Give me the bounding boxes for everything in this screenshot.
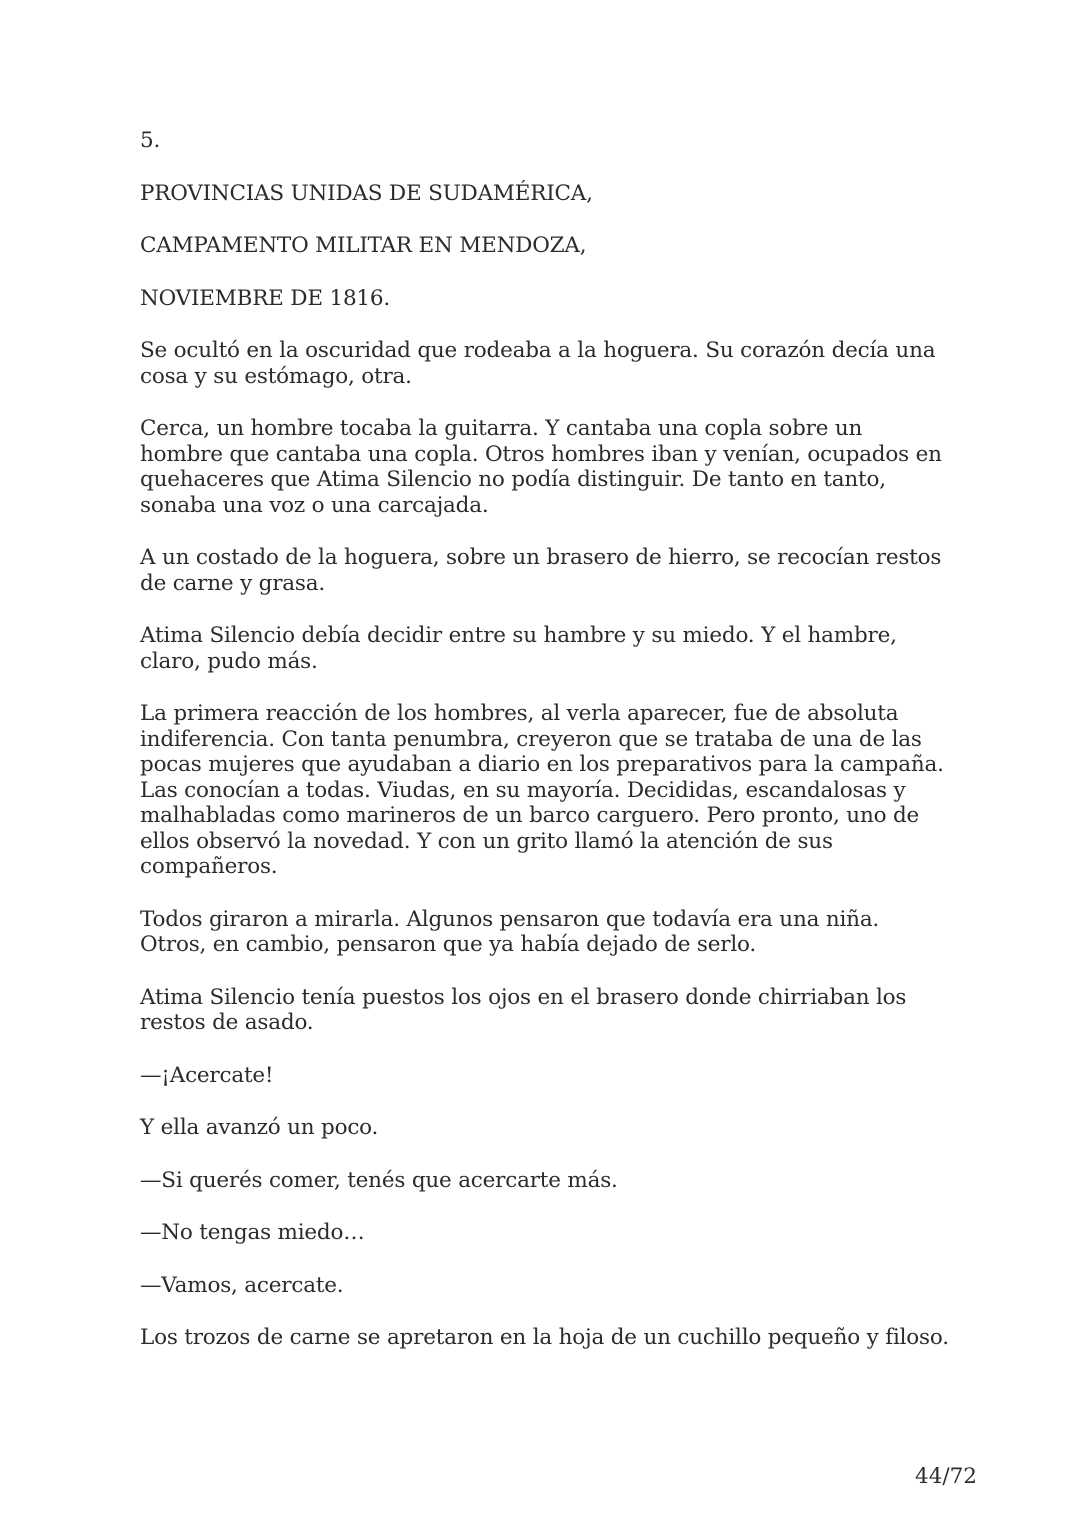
document-page — [140, 128, 950, 1378]
chapter-number: 5. — [140, 128, 161, 153]
heading-location-country: PROVINCIAS UNIDAS DE SUDAMÉRICA, — [140, 180, 593, 206]
body-paragraph: A un costado de la hoguera, sobre un brasero de hierro, se recocían restos de carne y grasa. — [140, 545, 942, 596]
dialogue-line: —Vamos, acercate. — [140, 1272, 344, 1298]
body-paragraph: Cerca, un hombre tocaba la guitarra. Y cantaba una copla sobre un hombre que cantaba una copla. Otros hombres iban y venían, ocupados en quehaceres que Atima Silencio no podía distinguir. De tanto en tanto, sonaba una voz o una carcajada. — [140, 416, 942, 518]
body-paragraph: Se ocultó en la oscuridad que rodeaba a la hoguera. Su corazón decía una cosa y su estómago, otra. — [140, 338, 936, 389]
dialogue-line: —No tengas miedo… — [140, 1220, 365, 1245]
body-paragraph: Y ella avanzó un poco. — [140, 1115, 379, 1140]
heading-location-camp: CAMPAMENTO MILITAR EN MENDOZA, — [140, 233, 587, 258]
body-paragraph: La primera reacción de los hombres, al verla aparecer, fue de absoluta indiferencia. Con tanta penumbra, creyeron que se trataba de una de las pocas mujeres que ayudaban a diario en los preparativos para la campaña. Las conocían a todas. Viudas, en su mayoría. Decididas, escandalosas y malhabladas como marineros de un barco carguero. Pero pronto, uno de ellos observó la novedad. Y con un grito llamó la atención de sus compañeros. — [140, 701, 944, 879]
body-paragraph: Todos giraron a mirarla. Algunos pensaron que todavía era una niña. Otros, en cambio, pensaron que ya había dejado de serlo. — [140, 906, 880, 957]
body-paragraph: Los trozos de carne se apretaron en la hoja de un cuchillo pequeño y filoso. — [140, 1325, 949, 1350]
dialogue-line: —¡Acercate! — [140, 1062, 274, 1088]
body-paragraph: Atima Silencio debía decidir entre su hambre y su miedo. Y el hambre, claro, pudo más. — [140, 623, 897, 674]
page-number: 44/72 — [915, 1464, 977, 1489]
dialogue-line: —Si querés comer, tenés que acercarte más. — [140, 1167, 618, 1193]
body-paragraph: Atima Silencio tenía puestos los ojos en el brasero donde chirriaban los restos de asado. — [140, 984, 907, 1035]
heading-date: NOVIEMBRE DE 1816. — [140, 285, 391, 311]
